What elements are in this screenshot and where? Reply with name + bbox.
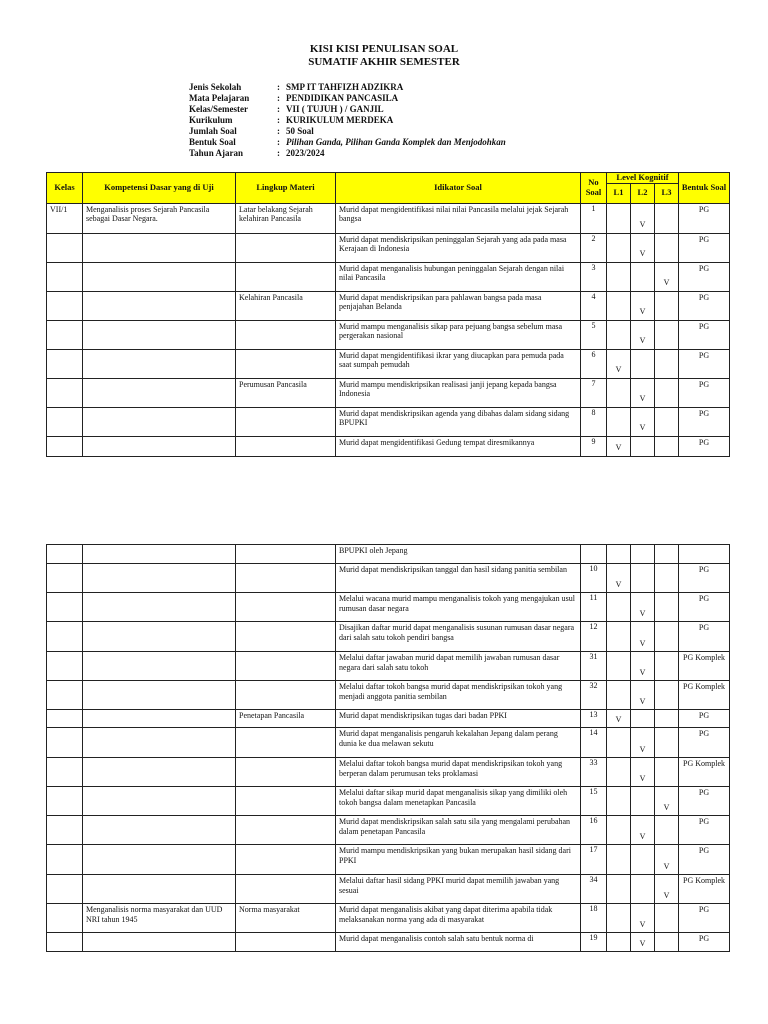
cell-level-l3 xyxy=(655,758,679,787)
cell-bentuk-soal: PG Komplek xyxy=(679,652,730,681)
cell-no-soal: 8 xyxy=(581,407,607,436)
cell-indikator-soal: Murid dapat mendiskripsikan tanggal dan hasil sidang panitia sembilan xyxy=(336,564,581,593)
table-row xyxy=(47,407,730,436)
meta-separator: : xyxy=(277,82,280,92)
cell-kompetensi-dasar xyxy=(83,933,236,952)
cell-kelas xyxy=(47,262,83,291)
meta-label: Jumlah Soal xyxy=(189,126,237,136)
cell-kompetensi-dasar xyxy=(83,622,236,652)
cell-no-soal: 10 xyxy=(581,564,607,593)
cell-kompetensi-dasar xyxy=(83,710,236,728)
cell-bentuk-soal: PG Komplek xyxy=(679,681,730,710)
cell-no-soal: 3 xyxy=(581,262,607,291)
cell-level-l2: V xyxy=(631,758,655,787)
header-l2: L2 xyxy=(631,183,655,203)
cell-level-l3 xyxy=(655,564,679,593)
cell-indikator-soal: Murid mampu mendiskripsikan realisasi janji jepang kepada bangsa Indonesia xyxy=(336,378,581,407)
header-kelas: Kelas xyxy=(47,173,83,204)
cell-kelas xyxy=(47,291,83,320)
document-title: KISI KISI PENULISAN SOAL xyxy=(309,43,459,55)
cell-kompetensi-dasar xyxy=(83,787,236,816)
meta-row xyxy=(189,126,506,137)
cell-kompetensi-dasar xyxy=(83,845,236,875)
cell-indikator-soal: BPUPKI oleh Jepang xyxy=(336,545,581,564)
cell-level-l3 xyxy=(655,545,679,564)
cell-level-l3 xyxy=(655,291,679,320)
cell-lingkup-materi xyxy=(236,816,336,845)
meta-value: Pilihan Ganda, Pilihan Ganda Komplek dan Menjodohkan xyxy=(286,137,506,147)
cell-level-l2: V xyxy=(631,933,655,952)
table-row xyxy=(47,320,730,349)
cell-level-l2: V xyxy=(631,904,655,933)
cell-kelas xyxy=(47,758,83,787)
table-row xyxy=(47,710,730,728)
cell-level-l2: V xyxy=(631,407,655,436)
cell-bentuk-soal: PG Komplek xyxy=(679,875,730,904)
meta-value: 2023/2024 xyxy=(286,148,325,158)
cell-no-soal: 5 xyxy=(581,320,607,349)
table-row xyxy=(47,728,730,758)
cell-no-soal: 12 xyxy=(581,622,607,652)
cell-kelas xyxy=(47,652,83,681)
cell-level-l1 xyxy=(607,758,631,787)
cell-level-l3 xyxy=(655,728,679,758)
cell-level-l3 xyxy=(655,349,679,378)
cell-kelas xyxy=(47,436,83,456)
cell-kompetensi-dasar xyxy=(83,816,236,845)
meta-row xyxy=(189,115,506,126)
cell-kelas xyxy=(47,593,83,622)
cell-lingkup-materi xyxy=(236,933,336,952)
cell-kompetensi-dasar xyxy=(83,378,236,407)
table-row xyxy=(47,904,730,933)
cell-bentuk-soal: PG xyxy=(679,233,730,262)
cell-lingkup-materi: Latar belakang Sejarah kelahiran Pancasila xyxy=(236,203,336,233)
cell-level-l2: V xyxy=(631,291,655,320)
cell-kelas xyxy=(47,904,83,933)
cell-level-l3 xyxy=(655,710,679,728)
cell-level-l2: V xyxy=(631,816,655,845)
cell-no-soal: 16 xyxy=(581,816,607,845)
meta-row xyxy=(189,104,506,115)
cell-indikator-soal: Murid dapat menganalisis akibat yang dapat diterima apabila tidak melaksanakan norma yang ada di masyarakat xyxy=(336,904,581,933)
header-level-kognitif: Level Kognitif xyxy=(607,173,679,184)
table-row xyxy=(47,816,730,845)
cell-kelas xyxy=(47,233,83,262)
cell-kompetensi-dasar xyxy=(83,593,236,622)
cell-level-l1 xyxy=(607,728,631,758)
cell-kompetensi-dasar xyxy=(83,233,236,262)
cell-no-soal: 1 xyxy=(581,203,607,233)
cell-lingkup-materi xyxy=(236,233,336,262)
cell-kompetensi-dasar xyxy=(83,545,236,564)
cell-bentuk-soal: PG xyxy=(679,845,730,875)
cell-level-l1 xyxy=(607,545,631,564)
cell-level-l2 xyxy=(631,710,655,728)
cell-bentuk-soal: PG xyxy=(679,320,730,349)
cell-indikator-soal: Murid dapat mendiskripsikan para pahlawan bangsa pada masa penjajahan Belanda xyxy=(336,291,581,320)
cell-indikator-soal: Disajikan daftar murid dapat menganalisis susunan rumusan dasar negara dari salah satu tokoh pendiri bangsa xyxy=(336,622,581,652)
cell-indikator-soal: Murid dapat menganalisis hubungan peninggalan Sejarah dengan nilai nilai Pancasila xyxy=(336,262,581,291)
kisi-table-part-1 xyxy=(46,172,730,457)
table-row xyxy=(47,233,730,262)
cell-bentuk-soal: PG xyxy=(679,728,730,758)
cell-level-l2: V xyxy=(631,593,655,622)
cell-lingkup-materi: Kelahiran Pancasila xyxy=(236,291,336,320)
cell-indikator-soal: Murid mampu mendiskripsikan yang bukan merupakan hasil sidang dari PPKI xyxy=(336,845,581,875)
cell-indikator-soal: Murid dapat mengidentifikasi ikrar yang diucapkan para pemuda pada saat sumpah pemudah xyxy=(336,349,581,378)
cell-bentuk-soal: PG xyxy=(679,378,730,407)
cell-kompetensi-dasar xyxy=(83,728,236,758)
cell-no-soal: 32 xyxy=(581,681,607,710)
cell-level-l2 xyxy=(631,845,655,875)
meta-label: Kelas/Semester xyxy=(189,104,248,114)
cell-indikator-soal: Melalui daftar tokoh bangsa murid dapat mendiskripsikan tokoh yang berperan dalam perumusan teks proklamasi xyxy=(336,758,581,787)
meta-label: Tahun Ajaran xyxy=(189,148,243,158)
cell-level-l2: V xyxy=(631,233,655,262)
meta-row xyxy=(189,148,506,159)
cell-kelas xyxy=(47,378,83,407)
cell-level-l3: V xyxy=(655,262,679,291)
table-row xyxy=(47,203,730,233)
cell-kompetensi-dasar xyxy=(83,291,236,320)
cell-no-soal xyxy=(581,545,607,564)
cell-no-soal: 2 xyxy=(581,233,607,262)
cell-kompetensi-dasar xyxy=(83,436,236,456)
cell-kelas xyxy=(47,845,83,875)
cell-level-l3: V xyxy=(655,845,679,875)
cell-lingkup-materi xyxy=(236,875,336,904)
cell-kompetensi-dasar xyxy=(83,349,236,378)
meta-label: Jenis Sekolah xyxy=(189,82,242,92)
cell-bentuk-soal: PG xyxy=(679,787,730,816)
cell-no-soal: 9 xyxy=(581,436,607,456)
cell-bentuk-soal: PG xyxy=(679,407,730,436)
cell-no-soal: 33 xyxy=(581,758,607,787)
cell-bentuk-soal: PG xyxy=(679,904,730,933)
cell-indikator-soal: Melalui daftar sikap murid dapat menganalisis sikap yang dimiliki oleh tokoh bangsa dalam menetapkan Pancasila xyxy=(336,787,581,816)
cell-bentuk-soal: PG xyxy=(679,933,730,952)
cell-lingkup-materi xyxy=(236,622,336,652)
cell-kelas xyxy=(47,681,83,710)
cell-no-soal: 34 xyxy=(581,875,607,904)
cell-lingkup-materi: Norma masyarakat xyxy=(236,904,336,933)
meta-row xyxy=(189,137,506,148)
cell-kelas xyxy=(47,933,83,952)
table-row xyxy=(47,564,730,593)
cell-kelas xyxy=(47,545,83,564)
cell-lingkup-materi xyxy=(236,436,336,456)
cell-lingkup-materi xyxy=(236,545,336,564)
cell-level-l1 xyxy=(607,262,631,291)
cell-bentuk-soal: PG xyxy=(679,710,730,728)
cell-kompetensi-dasar xyxy=(83,262,236,291)
cell-level-l1 xyxy=(607,291,631,320)
cell-bentuk-soal: PG xyxy=(679,436,730,456)
cell-kelas xyxy=(47,787,83,816)
cell-no-soal: 15 xyxy=(581,787,607,816)
document-subtitle: SUMATIF AKHIR SEMESTER xyxy=(308,56,460,68)
cell-level-l1 xyxy=(607,407,631,436)
table-row xyxy=(47,622,730,652)
cell-level-l3 xyxy=(655,622,679,652)
table-row xyxy=(47,378,730,407)
document-metadata xyxy=(189,82,506,159)
cell-no-soal: 7 xyxy=(581,378,607,407)
cell-level-l1 xyxy=(607,378,631,407)
table-row xyxy=(47,593,730,622)
meta-row xyxy=(189,82,506,93)
meta-separator: : xyxy=(277,137,280,147)
cell-level-l1 xyxy=(607,593,631,622)
table-row xyxy=(47,349,730,378)
cell-bentuk-soal: PG xyxy=(679,622,730,652)
kisi-table-part-2 xyxy=(46,544,730,952)
cell-lingkup-materi xyxy=(236,407,336,436)
table-row xyxy=(47,933,730,952)
cell-level-l1: V xyxy=(607,349,631,378)
cell-kompetensi-dasar xyxy=(83,758,236,787)
header-kompetensi-dasar: Kompetensi Dasar yang di Uji xyxy=(83,173,236,204)
cell-kelas xyxy=(47,407,83,436)
meta-label: Kurikulum xyxy=(189,115,233,125)
cell-indikator-soal: Murid dapat menganalisis contoh salah satu bentuk norma di xyxy=(336,933,581,952)
cell-level-l2: V xyxy=(631,728,655,758)
cell-kelas xyxy=(47,710,83,728)
cell-level-l3 xyxy=(655,320,679,349)
cell-kelas xyxy=(47,728,83,758)
cell-level-l3: V xyxy=(655,875,679,904)
meta-separator: : xyxy=(277,126,280,136)
cell-level-l3 xyxy=(655,233,679,262)
cell-level-l1 xyxy=(607,203,631,233)
cell-level-l2: V xyxy=(631,203,655,233)
cell-level-l2: V xyxy=(631,681,655,710)
meta-separator: : xyxy=(277,93,280,103)
header-lingkup-materi: Lingkup Materi xyxy=(236,173,336,204)
cell-lingkup-materi xyxy=(236,593,336,622)
cell-indikator-soal: Murid dapat menganalisis pengaruh kekalahan Jepang dalam perang dunia ke dua melawan sekutu xyxy=(336,728,581,758)
cell-indikator-soal: Melalui daftar hasil sidang PPKI murid dapat memilih jawaban yang sesuai xyxy=(336,875,581,904)
cell-no-soal: 4 xyxy=(581,291,607,320)
cell-level-l3 xyxy=(655,407,679,436)
header-indikator-soal: Idikator Soal xyxy=(336,173,581,204)
cell-kompetensi-dasar xyxy=(83,681,236,710)
cell-indikator-soal: Murid mampu menganalisis sikap para pejuang bangsa sebelum masa pergerakan nasional xyxy=(336,320,581,349)
cell-bentuk-soal: PG xyxy=(679,203,730,233)
cell-lingkup-materi xyxy=(236,320,336,349)
cell-indikator-soal: Melalui wacana murid mampu menganalisis tokoh yang mengajukan usul rumusan dasar negara xyxy=(336,593,581,622)
cell-kelas: VII/1 xyxy=(47,203,83,233)
cell-level-l1 xyxy=(607,875,631,904)
cell-indikator-soal: Murid dapat mengidentifikasi nilai nilai Pancasila melalui jejak Sejarah bangsa xyxy=(336,203,581,233)
cell-lingkup-materi xyxy=(236,262,336,291)
cell-lingkup-materi: Perumusan Pancasila xyxy=(236,378,336,407)
cell-bentuk-soal: PG xyxy=(679,262,730,291)
meta-value: VII ( TUJUH ) / GANJIL xyxy=(286,104,384,114)
table-row xyxy=(47,787,730,816)
meta-label: Bentuk Soal xyxy=(189,137,236,147)
cell-no-soal: 6 xyxy=(581,349,607,378)
cell-level-l1 xyxy=(607,933,631,952)
cell-no-soal: 14 xyxy=(581,728,607,758)
cell-indikator-soal: Melalui daftar jawaban murid dapat memilih jawaban rumusan dasar negara dari salah satu tokoh xyxy=(336,652,581,681)
meta-value: KURIKULUM MERDEKA xyxy=(286,115,394,125)
cell-level-l2 xyxy=(631,787,655,816)
cell-kelas xyxy=(47,875,83,904)
cell-level-l1 xyxy=(607,233,631,262)
cell-level-l2: V xyxy=(631,622,655,652)
cell-level-l2 xyxy=(631,436,655,456)
meta-value: SMP IT TAHFIZH ADZIKRA xyxy=(286,82,404,92)
cell-level-l2 xyxy=(631,349,655,378)
header-l1: L1 xyxy=(607,183,631,203)
cell-level-l3 xyxy=(655,203,679,233)
cell-lingkup-materi xyxy=(236,652,336,681)
cell-lingkup-materi xyxy=(236,564,336,593)
cell-level-l1 xyxy=(607,652,631,681)
cell-bentuk-soal xyxy=(679,545,730,564)
cell-indikator-soal: Murid dapat mendiskripsikan salah satu sila yang mengalami perubahan dalam penetapan Pancasila xyxy=(336,816,581,845)
cell-indikator-soal: Murid dapat mendiskripsikan agenda yang dibahas dalam sidang sidang BPUPKI xyxy=(336,407,581,436)
cell-indikator-soal: Murid dapat mendiskripsikan peninggalan Sejarah yang ada pada masa Kerajaan di Indonesia xyxy=(336,233,581,262)
cell-lingkup-materi xyxy=(236,845,336,875)
cell-level-l1 xyxy=(607,787,631,816)
header-bentuk-soal: Bentuk Soal xyxy=(679,173,730,204)
cell-level-l2: V xyxy=(631,320,655,349)
table-row xyxy=(47,436,730,456)
meta-label: Mata Pelajaran xyxy=(189,93,250,103)
cell-level-l3 xyxy=(655,652,679,681)
table-row xyxy=(47,262,730,291)
cell-level-l3 xyxy=(655,681,679,710)
cell-bentuk-soal: PG xyxy=(679,564,730,593)
cell-level-l3 xyxy=(655,933,679,952)
cell-kelas xyxy=(47,622,83,652)
header-l3: L3 xyxy=(655,183,679,203)
cell-level-l2 xyxy=(631,545,655,564)
cell-level-l2 xyxy=(631,875,655,904)
cell-kompetensi-dasar xyxy=(83,875,236,904)
meta-separator: : xyxy=(277,148,280,158)
cell-level-l1 xyxy=(607,622,631,652)
cell-level-l1 xyxy=(607,681,631,710)
cell-indikator-soal: Murid dapat mengidentifikasi Gedung tempat diresmikannya xyxy=(336,436,581,456)
cell-lingkup-materi xyxy=(236,758,336,787)
cell-level-l1 xyxy=(607,904,631,933)
cell-kompetensi-dasar: Menganalisis proses Sejarah Pancasila sebagai Dasar Negara. xyxy=(83,203,236,233)
cell-kelas xyxy=(47,349,83,378)
meta-value: 50 Soal xyxy=(286,126,314,136)
cell-kompetensi-dasar xyxy=(83,652,236,681)
cell-kelas xyxy=(47,816,83,845)
cell-no-soal: 13 xyxy=(581,710,607,728)
cell-level-l3 xyxy=(655,593,679,622)
cell-level-l3: V xyxy=(655,787,679,816)
meta-separator: : xyxy=(277,115,280,125)
meta-value: PENDIDIKAN PANCASILA xyxy=(286,93,399,103)
cell-level-l3 xyxy=(655,378,679,407)
cell-bentuk-soal: PG xyxy=(679,291,730,320)
cell-kelas xyxy=(47,564,83,593)
table-row xyxy=(47,545,730,564)
meta-row xyxy=(189,93,506,104)
meta-separator: : xyxy=(277,104,280,114)
cell-lingkup-materi: Penetapan Pancasila xyxy=(236,710,336,728)
cell-no-soal: 11 xyxy=(581,593,607,622)
cell-kompetensi-dasar: Menganalisis norma masyarakat dan UUD NRI tahun 1945 xyxy=(83,904,236,933)
cell-level-l1: V xyxy=(607,710,631,728)
cell-no-soal: 18 xyxy=(581,904,607,933)
cell-indikator-soal: Murid dapat mendiskripsikan tugas dari badan PPKI xyxy=(336,710,581,728)
cell-level-l1 xyxy=(607,845,631,875)
cell-bentuk-soal: PG xyxy=(679,816,730,845)
cell-level-l1 xyxy=(607,816,631,845)
cell-level-l3 xyxy=(655,816,679,845)
cell-lingkup-materi xyxy=(236,728,336,758)
table-row xyxy=(47,758,730,787)
cell-kelas xyxy=(47,320,83,349)
cell-no-soal: 19 xyxy=(581,933,607,952)
table-row xyxy=(47,652,730,681)
table-row xyxy=(47,875,730,904)
cell-level-l3 xyxy=(655,904,679,933)
cell-bentuk-soal: PG xyxy=(679,349,730,378)
cell-bentuk-soal: PG Komplek xyxy=(679,758,730,787)
cell-level-l2: V xyxy=(631,652,655,681)
table-row xyxy=(47,681,730,710)
table-row xyxy=(47,291,730,320)
cell-no-soal: 31 xyxy=(581,652,607,681)
cell-level-l1: V xyxy=(607,564,631,593)
cell-indikator-soal: Melalui daftar tokoh bangsa murid dapat mendiskripsikan tokoh yang menjadi anggota panitia sembilan xyxy=(336,681,581,710)
cell-lingkup-materi xyxy=(236,349,336,378)
cell-lingkup-materi xyxy=(236,787,336,816)
table-row xyxy=(47,845,730,875)
cell-level-l2 xyxy=(631,564,655,593)
cell-level-l1: V xyxy=(607,436,631,456)
cell-level-l2: V xyxy=(631,378,655,407)
header-no-soal: No Soal xyxy=(581,173,607,204)
cell-bentuk-soal: PG xyxy=(679,593,730,622)
cell-level-l3 xyxy=(655,436,679,456)
cell-level-l2 xyxy=(631,262,655,291)
cell-kompetensi-dasar xyxy=(83,407,236,436)
cell-level-l1 xyxy=(607,320,631,349)
cell-no-soal: 17 xyxy=(581,845,607,875)
cell-lingkup-materi xyxy=(236,681,336,710)
cell-kompetensi-dasar xyxy=(83,320,236,349)
cell-kompetensi-dasar xyxy=(83,564,236,593)
